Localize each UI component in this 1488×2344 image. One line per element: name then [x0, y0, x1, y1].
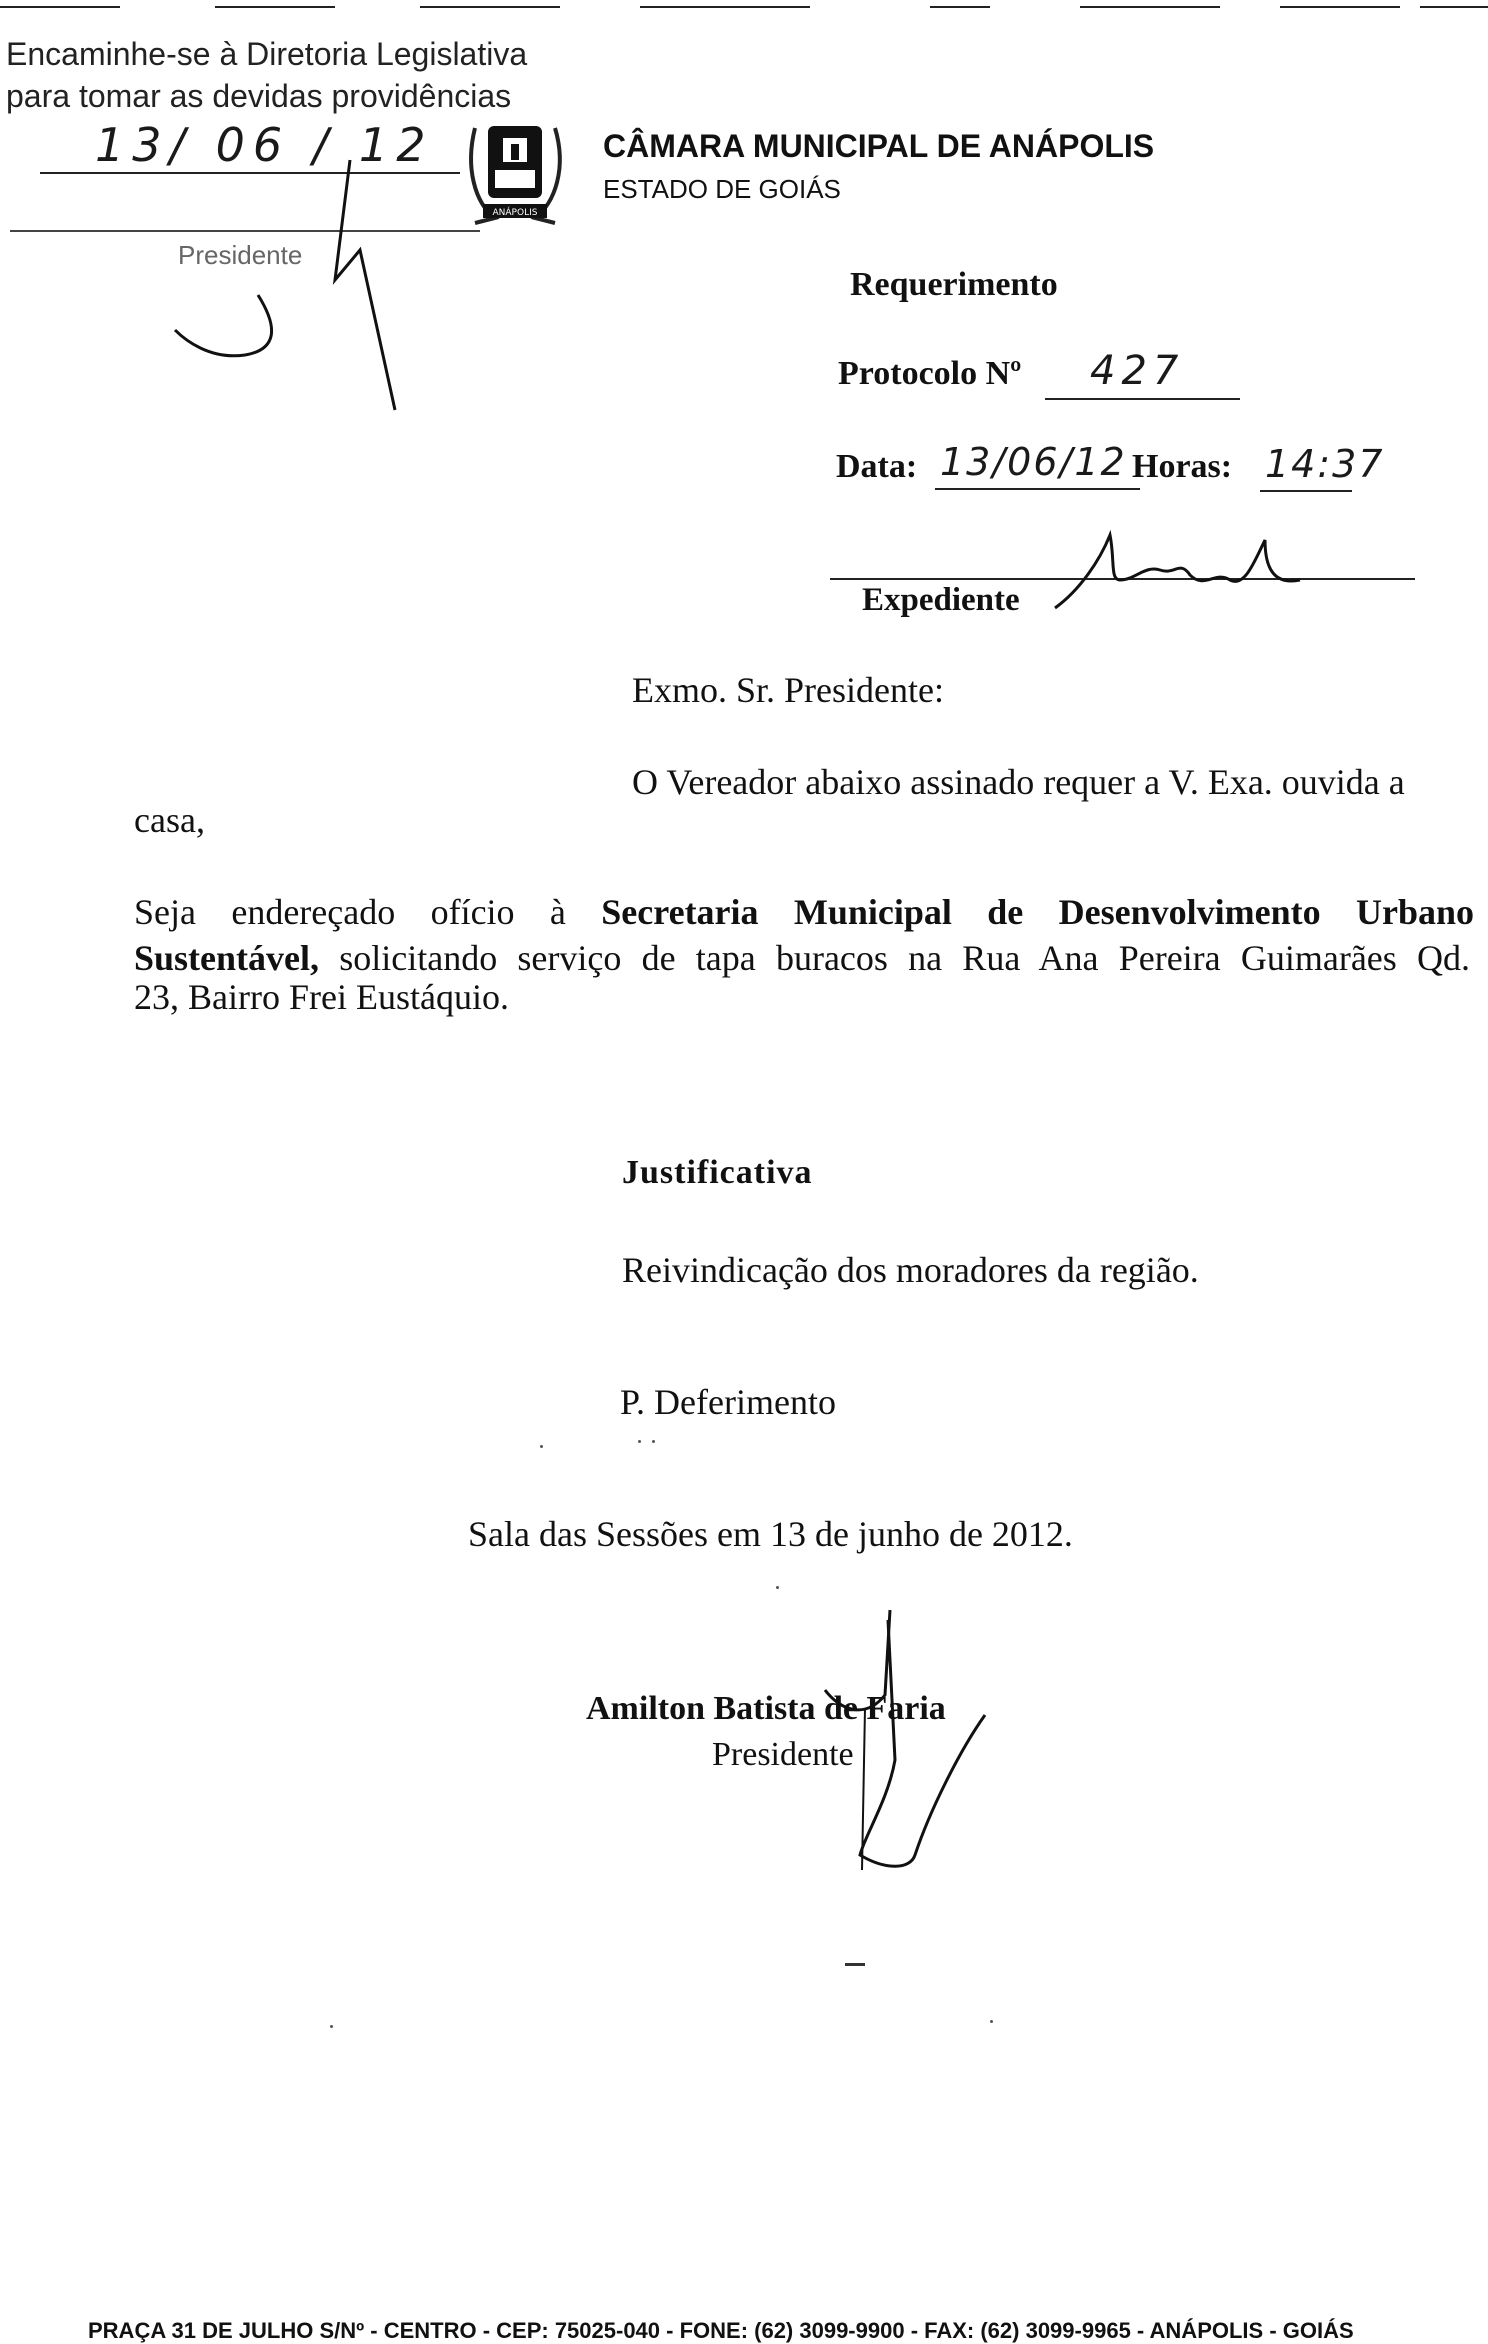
request-prefix: Seja endereçado ofício à: [134, 892, 566, 932]
scan-edge-mark: [215, 6, 335, 8]
request-line3: 23, Bairro Frei Eustáquio.: [134, 977, 509, 1017]
forward-signer-label: Presidente: [178, 240, 303, 270]
date-value: 13/06/12: [940, 440, 1127, 484]
expediente-signature-icon: [1040, 520, 1310, 620]
scan-edge-mark: [640, 6, 810, 8]
place-date: Sala das Sessões em 13 de junho de 2012.: [468, 1514, 1073, 1554]
scan-edge-mark: [420, 6, 560, 8]
scan-edge-mark: [1420, 6, 1488, 8]
scan-edge-mark: [0, 6, 120, 8]
hours-line: [1260, 490, 1352, 492]
justification-title: Justificativa: [622, 1154, 813, 1191]
signer-name: Amilton Batista de Faria: [586, 1690, 946, 1727]
forward-note-line1: Encaminhe-se à Diretoria Legislativa: [6, 36, 528, 72]
signer-role: Presidente: [712, 1736, 854, 1773]
intro-line2: casa,: [134, 800, 205, 840]
justification-text: Reivindicação dos moradores da região.: [622, 1250, 1199, 1290]
president-signature-icon: [770, 1600, 1010, 1880]
request-rest-a: solicitando serviço de tapa buracos na Rua Ana Pereira Guimarães Qd.: [339, 938, 1471, 978]
scan-speck: [845, 1963, 865, 1966]
protocol-line: [1045, 398, 1240, 400]
expediente-label: Expediente: [862, 582, 1020, 618]
scan-edge-mark: [1280, 6, 1400, 8]
forward-signature-icon: [160, 150, 430, 420]
footer-address: PRAÇA 31 DE JULHO S/Nº - CENTRO - CEP: 75025-040 - FONE: (62) 3099-9900 - FAX: (62) 3099-9965 - ANÁPOLIS - GOIÁS: [88, 2318, 1354, 2343]
date-line: [935, 488, 1140, 490]
intro-line1: O Vereador abaixo assinado requer a V. Exa. ouvida a: [632, 762, 1405, 802]
request-recipient-a: Secretaria Municipal de Desenvolvimento Urbano: [601, 892, 1475, 932]
request-recipient-b: Sustentável,: [134, 938, 320, 978]
protocol-value: 427: [1090, 348, 1185, 394]
registry-title: Requerimento: [850, 266, 1058, 303]
scan-edge-mark: [930, 6, 990, 8]
forward-date: 13/ 06 / 12: [95, 118, 434, 172]
institution-name: CÂMARA MUNICIPAL DE ANÁPOLIS: [603, 128, 1155, 164]
scan-edge-mark: [1080, 6, 1220, 8]
institution-state: ESTADO DE GOIÁS: [603, 174, 841, 204]
date-label: Data:: [836, 448, 918, 485]
request-line1: [134, 888, 1474, 936]
forward-note-line2: para tomar as devidas providências: [6, 78, 512, 114]
salutation: Exmo. Sr. Presidente:: [632, 670, 944, 710]
hours-label: Horas:: [1132, 448, 1233, 485]
closing: P. Deferimento: [620, 1382, 836, 1422]
municipal-crest-icon: [455, 108, 575, 233]
protocol-label: Protocolo Nº: [838, 355, 1022, 392]
hours-value: 14:37: [1265, 442, 1385, 486]
svg-text:ANÁPOLIS: ANÁPOLIS: [492, 208, 538, 218]
